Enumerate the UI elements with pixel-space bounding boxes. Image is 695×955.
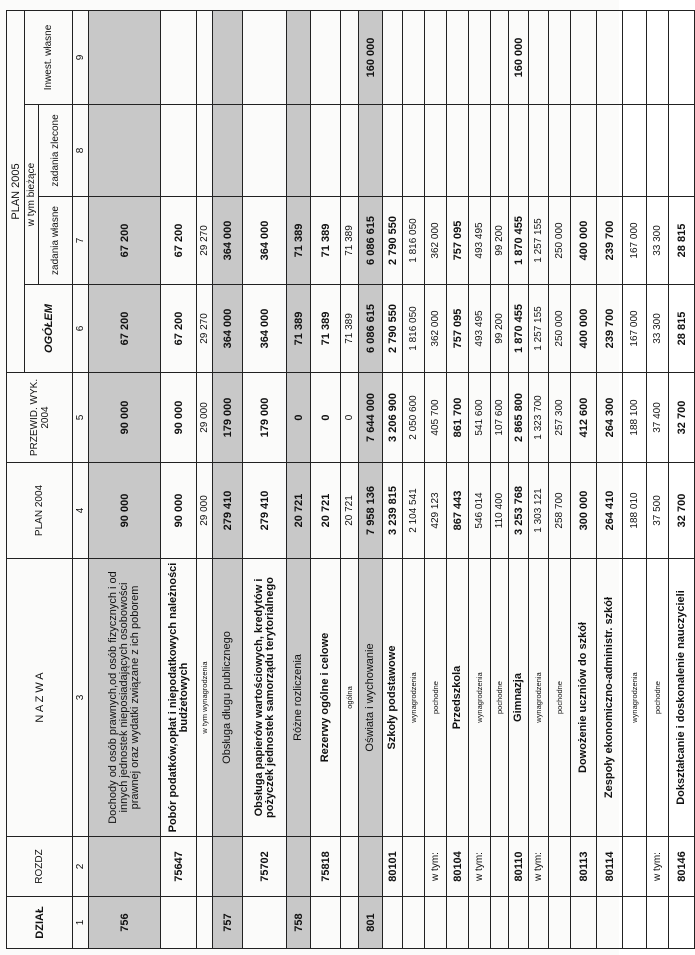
header-plan-2005: PLAN 2005 [7,10,25,372]
cell-name: pochodne [491,559,509,837]
cell-dzial [383,897,403,949]
cell-ogolem: 239 700 [597,285,623,373]
cell-zlecone [469,105,491,197]
cell-zlecone [571,105,597,197]
cell-name: Dochody od osób prawnych,od osób fizycznych i od innych jednostek nieposiadających osobowości prawnej oraz wydatki związane z ich poborem [89,559,161,837]
table-row [509,10,529,948]
cell-dzial [311,897,341,949]
cell-dzial [509,897,529,949]
cell-plan2004: 29 000 [197,463,213,559]
table-row [383,10,403,948]
cell-name: Oświata i wychowanie [359,559,383,837]
cell-dzial: 756 [89,897,161,949]
table-row [529,10,549,948]
cell-wlasne: 400 000 [571,197,597,285]
cell-ogolem: 362 000 [425,285,447,373]
cell-plan2004: 279 410 [213,463,243,559]
cell-rozdz [549,837,571,897]
cell-zlecone [197,105,213,197]
cell-dzial [549,897,571,949]
table-row [571,10,597,948]
cell-plan2004: 7 958 136 [359,463,383,559]
table-row [597,10,623,948]
cell-name: wynagrodzenia [623,559,647,837]
cell-wlasne: 33 300 [647,197,669,285]
cell-plan2004: 20 721 [341,463,359,559]
cell-rozdz [403,837,425,897]
cell-wlasne: 1 257 155 [529,197,549,285]
cell-dzial [491,897,509,949]
cell-przewid: 37 400 [647,373,669,463]
cell-name: Obsługa papierów wartościowych, kredytów i pożyczek jednostek samorządu terytorialnego [243,559,287,837]
cell-name: Przedszkola [447,559,469,837]
cell-dzial [597,897,623,949]
header-w-tym-biezace: w tym bieżące [25,105,39,285]
cell-zlecone [491,105,509,197]
cell-rozdz: 80101 [383,837,403,897]
cell-dzial [243,897,287,949]
cell-plan2004: 867 443 [447,463,469,559]
cell-plan2004: 279 410 [243,463,287,559]
header-inwest-wlasne: Inwest. własne [25,10,73,104]
cell-zlecone [287,105,311,197]
cell-ogolem: 400 000 [571,285,597,373]
cell-przewid: 412 600 [571,373,597,463]
header-przewid-wyk: PRZEWID. WYK. 2004 [7,373,73,463]
cell-przewid: 90 000 [89,373,161,463]
cell-inwest: 160 000 [509,10,529,104]
cell-ogolem: 71 389 [287,285,311,373]
cell-ogolem: 1 870 455 [509,285,529,373]
cell-rozdz [623,837,647,897]
cell-inwest [341,10,359,104]
cell-zlecone [669,105,695,197]
cell-rozdz [287,837,311,897]
cell-wlasne: 71 389 [341,197,359,285]
cell-inwest [447,10,469,104]
cell-ogolem: 67 200 [161,285,197,373]
cell-wlasne: 364 000 [213,197,243,285]
cell-wlasne: 250 000 [549,197,571,285]
cell-wlasne: 67 200 [161,197,197,285]
cell-przewid: 29 000 [197,373,213,463]
cell-plan2004: 264 410 [597,463,623,559]
cell-inwest [89,10,161,104]
cell-ogolem: 71 389 [311,285,341,373]
cell-plan2004: 300 000 [571,463,597,559]
cell-zlecone [243,105,287,197]
cell-dzial [571,897,597,949]
cell-wlasne: 1 816 050 [403,197,425,285]
cell-wlasne: 2 790 550 [383,197,403,285]
cell-dzial [529,897,549,949]
cell-plan2004: 1 303 121 [529,463,549,559]
cell-dzial [161,897,197,949]
cell-przewid: 0 [311,373,341,463]
header-rozdz: ROZDZ [7,837,73,897]
cell-dzial [669,897,695,949]
table-row [425,10,447,948]
cell-name: Dowożenie uczniów do szkół [571,559,597,837]
cell-plan2004: 3 239 815 [383,463,403,559]
table-row [469,10,491,948]
cell-rozdz: w tym: [425,837,447,897]
cell-plan2004: 90 000 [89,463,161,559]
cell-zlecone [213,105,243,197]
cell-name: pochodne [549,559,571,837]
cell-dzial: 801 [359,897,383,949]
cell-inwest [529,10,549,104]
cell-wlasne: 239 700 [597,197,623,285]
cell-rozdz: w tym: [529,837,549,897]
cell-przewid: 3 206 900 [383,373,403,463]
cell-przewid: 7 644 000 [359,373,383,463]
cell-przewid: 861 700 [447,373,469,463]
cell-name: ogólna [341,559,359,837]
cell-wlasne: 67 200 [89,197,161,285]
cell-wlasne: 493 495 [469,197,491,285]
cell-inwest [287,10,311,104]
cell-rozdz: w tym: [647,837,669,897]
cell-name: wynagrodzenia [403,559,425,837]
cell-wlasne: 364 000 [243,197,287,285]
cell-dzial [341,897,359,949]
cell-zlecone [161,105,197,197]
cell-rozdz: 80104 [447,837,469,897]
cell-ogolem: 493 495 [469,285,491,373]
header-zadania-wlasne: zadania własne [39,197,73,285]
cell-wlasne: 99 200 [491,197,509,285]
cell-name: Pobór podatków,opłat i niepodatkowych należności budżetowych [161,559,197,837]
table-row [623,10,647,948]
cell-inwest [425,10,447,104]
cell-inwest [161,10,197,104]
cell-ogolem: 71 389 [341,285,359,373]
cell-ogolem: 250 000 [549,285,571,373]
cell-zlecone [341,105,359,197]
cell-przewid: 405 700 [425,373,447,463]
cell-przewid: 32 700 [669,373,695,463]
cell-name: Gimnazja [509,559,529,837]
cell-name: Różne rozliczenia [287,559,311,837]
cell-ogolem: 364 000 [213,285,243,373]
cell-plan2004: 429 123 [425,463,447,559]
table-row [491,10,509,948]
cell-name: wynagrodzenia [469,559,491,837]
header-nazwa: N A Z W A [7,559,73,837]
cell-zlecone [383,105,403,197]
cell-przewid: 90 000 [161,373,197,463]
column-number: 1 [73,897,89,949]
cell-ogolem: 364 000 [243,285,287,373]
cell-wlasne: 1 870 455 [509,197,529,285]
column-number: 9 [73,10,89,104]
cell-plan2004: 20 721 [287,463,311,559]
cell-dzial [469,897,491,949]
cell-plan2004: 110 400 [491,463,509,559]
cell-ogolem: 757 095 [447,285,469,373]
table-row [341,10,359,948]
cell-ogolem: 6 086 615 [359,285,383,373]
cell-rozdz [197,837,213,897]
cell-rozdz [359,837,383,897]
cell-dzial [447,897,469,949]
cell-przewid: 188 100 [623,373,647,463]
cell-plan2004: 20 721 [311,463,341,559]
cell-name: wynagrodzenia [529,559,549,837]
cell-name: pochodne [647,559,669,837]
cell-rozdz [491,837,509,897]
cell-przewid: 2 865 800 [509,373,529,463]
cell-name: Obsługa długu publicznego [213,559,243,837]
table-row [161,10,197,948]
cell-inwest [669,10,695,104]
table-row [243,10,287,948]
cell-plan2004: 90 000 [161,463,197,559]
cell-wlasne: 757 095 [447,197,469,285]
cell-zlecone [447,105,469,197]
cell-rozdz: 80114 [597,837,623,897]
column-number: 6 [73,285,89,373]
table-row [311,10,341,948]
header-plan-2004: PLAN 2004 [7,463,73,559]
cell-ogolem: 29 270 [197,285,213,373]
table-row [197,10,213,948]
cell-rozdz [341,837,359,897]
cell-wlasne: 29 270 [197,197,213,285]
column-number: 7 [73,197,89,285]
cell-ogolem: 2 790 550 [383,285,403,373]
cell-ogolem: 1 816 050 [403,285,425,373]
cell-inwest [403,10,425,104]
cell-zlecone [549,105,571,197]
cell-rozdz [213,837,243,897]
cell-przewid: 257 300 [549,373,571,463]
column-number: 3 [73,559,89,837]
cell-przewid: 179 000 [213,373,243,463]
column-number-row [73,10,89,948]
cell-inwest [549,10,571,104]
table-row [213,10,243,948]
cell-name: Zespoły ekonomiczno-administr. szkół [597,559,623,837]
cell-rozdz: 80146 [669,837,695,897]
cell-inwest [243,10,287,104]
cell-name: Dokształcanie i doskonalenie nauczycieli [669,559,695,837]
cell-plan2004: 188 010 [623,463,647,559]
cell-name: Rezerwy ogólne i celowe [311,559,341,837]
cell-zlecone [529,105,549,197]
table-row [359,10,383,948]
cell-dzial: 757 [213,897,243,949]
cell-ogolem: 167 000 [623,285,647,373]
cell-inwest [491,10,509,104]
table-row [669,10,695,948]
cell-rozdz: 80113 [571,837,597,897]
cell-przewid: 179 000 [243,373,287,463]
cell-inwest: 160 000 [359,10,383,104]
cell-inwest [571,10,597,104]
cell-name: w tym wynagrodzenia [197,559,213,837]
table-row [549,10,571,948]
cell-zlecone [647,105,669,197]
cell-inwest [597,10,623,104]
cell-dzial [647,897,669,949]
column-number: 4 [73,463,89,559]
cell-zlecone [597,105,623,197]
header-dzial: DZIAŁ [7,897,73,949]
cell-plan2004: 546 014 [469,463,491,559]
cell-przewid: 0 [341,373,359,463]
cell-wlasne: 71 389 [287,197,311,285]
cell-inwest [623,10,647,104]
cell-zlecone [89,105,161,197]
cell-ogolem: 99 200 [491,285,509,373]
cell-plan2004: 3 253 768 [509,463,529,559]
cell-zlecone [359,105,383,197]
cell-ogolem: 28 815 [669,285,695,373]
cell-ogolem: 67 200 [89,285,161,373]
cell-zlecone [403,105,425,197]
cell-zlecone [425,105,447,197]
cell-wlasne: 28 815 [669,197,695,285]
cell-name: pochodne [425,559,447,837]
cell-inwest [311,10,341,104]
cell-plan2004: 258 700 [549,463,571,559]
cell-przewid: 1 323 700 [529,373,549,463]
cell-plan2004: 32 700 [669,463,695,559]
cell-inwest [213,10,243,104]
cell-rozdz [89,837,161,897]
cell-przewid: 541 600 [469,373,491,463]
cell-rozdz: 75702 [243,837,287,897]
cell-zlecone [311,105,341,197]
cell-rozdz: 75818 [311,837,341,897]
cell-ogolem: 33 300 [647,285,669,373]
cell-wlasne: 362 000 [425,197,447,285]
cell-wlasne: 71 389 [311,197,341,285]
cell-plan2004: 2 104 541 [403,463,425,559]
column-number: 2 [73,837,89,897]
cell-ogolem: 1 257 155 [529,285,549,373]
cell-rozdz: w tym: [469,837,491,897]
header-ogolem: OGÓŁEM [25,285,73,373]
cell-inwest [647,10,669,104]
table-row [403,10,425,948]
table-row [447,10,469,948]
cell-wlasne: 167 000 [623,197,647,285]
budget-table [6,10,695,949]
cell-przewid: 2 050 600 [403,373,425,463]
cell-dzial [197,897,213,949]
table-row [647,10,669,948]
cell-przewid: 264 300 [597,373,623,463]
cell-inwest [469,10,491,104]
cell-rozdz: 80110 [509,837,529,897]
cell-dzial [403,897,425,949]
column-number: 8 [73,105,89,197]
cell-inwest [197,10,213,104]
table-row [287,10,311,948]
cell-zlecone [509,105,529,197]
cell-przewid: 107 600 [491,373,509,463]
header-zadania-zlecone: zadania zlecone [39,105,73,197]
cell-rozdz: 75647 [161,837,197,897]
cell-dzial [623,897,647,949]
cell-zlecone [623,105,647,197]
cell-dzial: 758 [287,897,311,949]
table-row [89,10,161,948]
cell-plan2004: 37 500 [647,463,669,559]
cell-inwest [383,10,403,104]
column-number: 5 [73,373,89,463]
cell-przewid: 0 [287,373,311,463]
cell-dzial [425,897,447,949]
cell-wlasne: 6 086 615 [359,197,383,285]
cell-name: Szkoły podstawowe [383,559,403,837]
